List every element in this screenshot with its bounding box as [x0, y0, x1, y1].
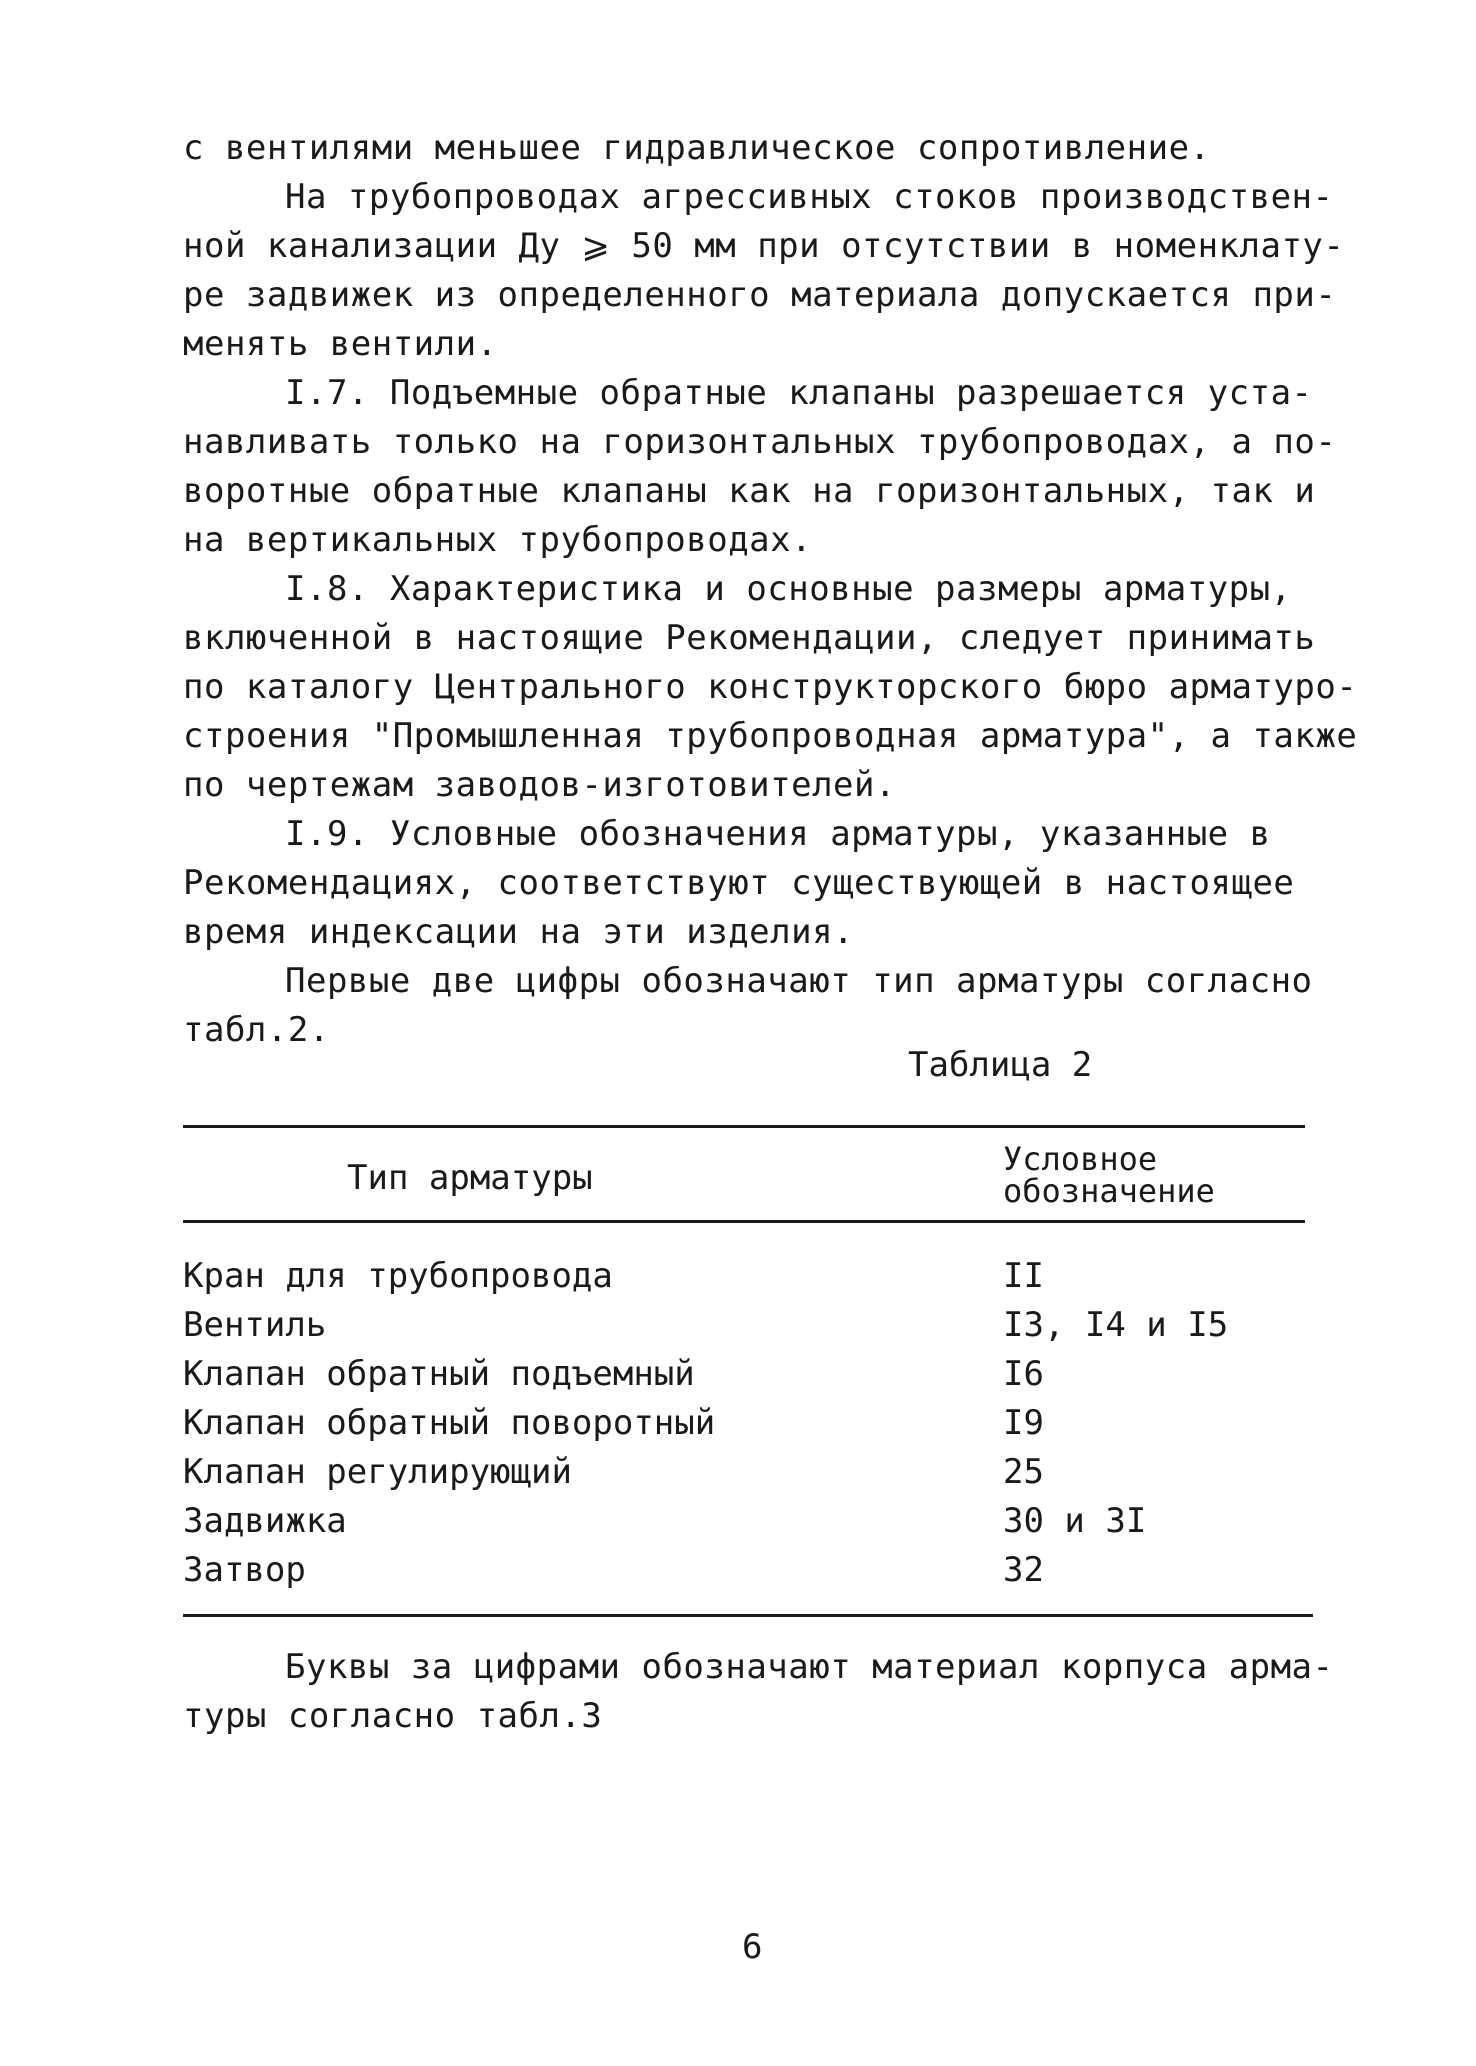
text-line: время индексации на эти изделия. — [183, 912, 855, 952]
table-row-code: 32 — [1003, 1550, 1044, 1590]
table-row-code: I6 — [1003, 1354, 1044, 1394]
text-line: на вертикальных трубопроводах. — [183, 520, 813, 560]
text-line: I.9. Условные обозначения арматуры, указанные в — [285, 814, 1271, 854]
table-header-code-line: обозначение — [1003, 1172, 1215, 1210]
table-header-code-line: Условное — [1003, 1140, 1158, 1178]
table-header-rule — [183, 1220, 1305, 1223]
text-line: навливать только на горизонтальных трубопроводах, а по- — [183, 422, 1337, 462]
table-row-name: Затвор — [183, 1550, 306, 1590]
table-row-name: Кран для трубопровода — [183, 1256, 613, 1296]
text-line: воротные обратные клапаны как на горизонтальных, так и — [183, 471, 1316, 511]
text-line: Рекомендациях, соответствуют существующей в настоящее — [183, 863, 1295, 903]
page-number: 6 — [742, 1927, 763, 1967]
table-row-name: Клапан регулирующий — [183, 1452, 572, 1492]
table-row-code: 25 — [1003, 1452, 1044, 1492]
text-line: по чертежам заводов-изготовителей. — [183, 765, 896, 805]
table-header-type: Тип арматуры — [347, 1158, 593, 1198]
table-row-name: Вентиль — [183, 1305, 327, 1345]
table-row-code: II — [1003, 1256, 1044, 1296]
table-row-code: I3, I4 и I5 — [1003, 1305, 1229, 1345]
table-top-rule — [183, 1125, 1305, 1128]
table-header-code — [1003, 1140, 1215, 1210]
table-row-code: 30 и 3I — [1003, 1501, 1147, 1541]
text-line: включенной в настоящие Рекомендации, следует принимать — [183, 618, 1316, 658]
text-line: строения "Промышленная трубопроводная арматура", а также — [183, 716, 1358, 756]
text-line: ре задвижек из определенного материала допускается при- — [183, 275, 1337, 315]
table-row-code: I9 — [1003, 1403, 1044, 1443]
text-line: по каталогу Центрального конструкторского бюро арматуро- — [183, 667, 1358, 707]
text-line: Буквы за цифрами обозначают материал корпуса арма- — [285, 1647, 1334, 1687]
text-line: Первые две цифры обозначают тип арматуры согласно — [285, 961, 1313, 1001]
table-row-name: Клапан обратный подъемный — [183, 1354, 695, 1394]
text-line: табл.2. — [183, 1010, 330, 1050]
text-line: менять вентили. — [183, 324, 498, 364]
text-line: с вентилями меньшее гидравлическое сопротивление. — [183, 128, 1211, 168]
text-line: туры согласно табл.3 — [183, 1696, 603, 1736]
text-line: I.7. Подъемные обратные клапаны разрешается уста- — [285, 373, 1313, 413]
table-row-name: Клапан обратный поворотный — [183, 1403, 716, 1443]
text-line: ной канализации Ду ⩾ 50 мм при отсутствии в номенклату- — [183, 226, 1345, 266]
table-caption: Таблица 2 — [908, 1045, 1093, 1085]
text-line: На трубопроводах агрессивных стоков производствен- — [285, 177, 1334, 217]
text-line: I.8. Характеристика и основные размеры арматуры, — [285, 569, 1292, 609]
table-bottom-rule — [183, 1614, 1313, 1617]
table-row-name: Задвижка — [183, 1501, 347, 1541]
